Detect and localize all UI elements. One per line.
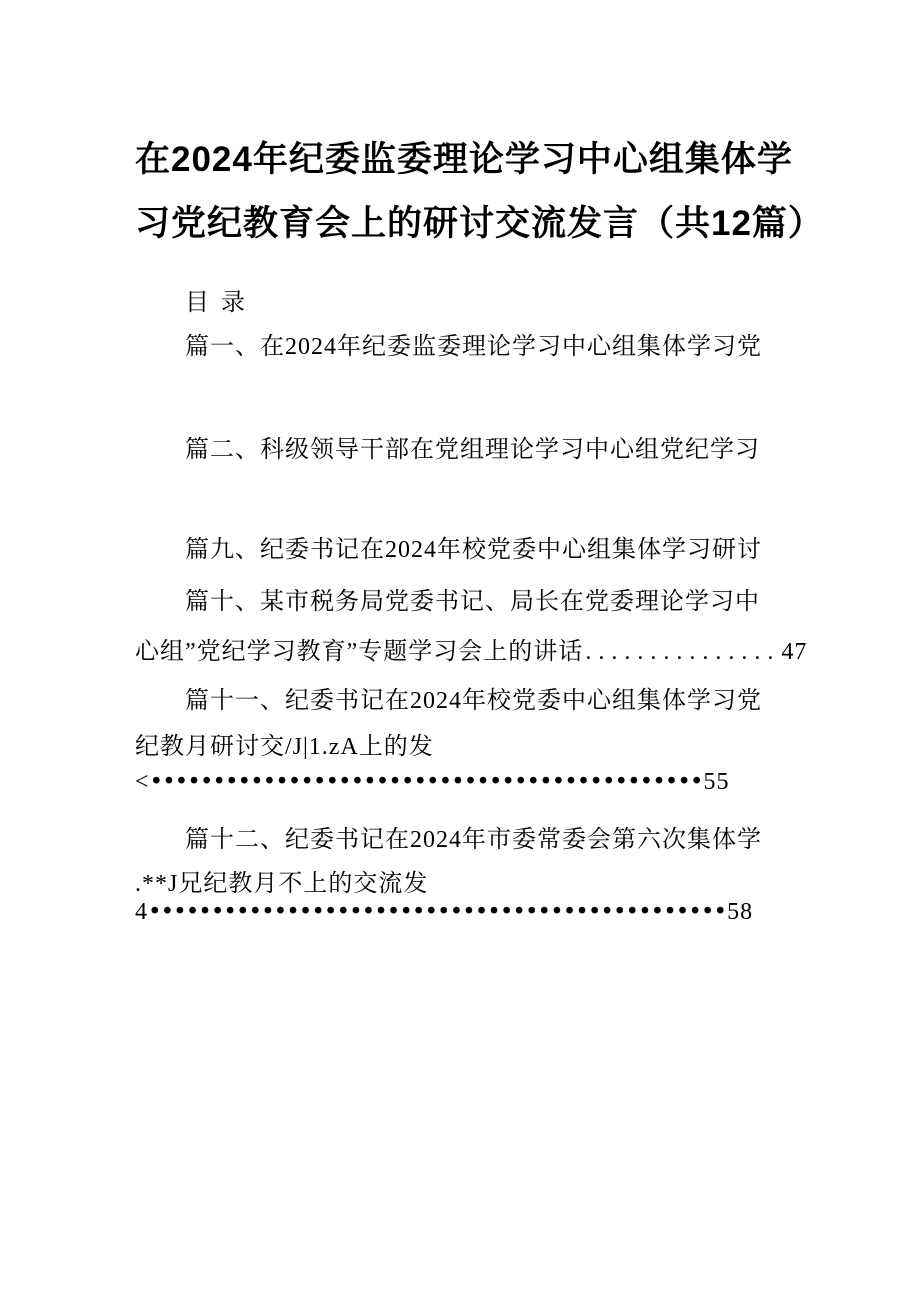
toc-entry-12-line-3 xyxy=(135,900,753,924)
toc-entry-9: 篇九、纪委书记在2024年校党委中心组集体学习研讨 xyxy=(185,537,762,563)
toc-entry-2: 篇二、科级领导干部在党组理论学习中心组党纪学习 xyxy=(185,437,760,463)
toc-heading: 目录 xyxy=(185,290,257,316)
toc-line-prefix: 4 xyxy=(135,899,148,925)
toc-entry-11-line-3 xyxy=(135,770,729,794)
toc-line-prefix: < xyxy=(135,769,150,795)
doc-title-line-2: 习党纪教育会上的研讨交流发言（共12篇） xyxy=(135,204,824,243)
toc-entry-12-line-1: 篇十二、纪委书记在2024年市委常委会第六次集体学 xyxy=(185,827,762,853)
toc-entry-12-line-2: .**J兄纪教月不上的交流发 xyxy=(135,871,429,897)
toc-leader-dots: ............... xyxy=(585,639,781,665)
toc-entry-1: 篇一、在2024年纪委监委理论学习中心组集体学习党 xyxy=(185,334,762,360)
toc-entry-11-line-2: 纪教月研讨交/J|1.zA上的发 xyxy=(135,734,434,760)
toc-entry-10-line-1: 篇十、某市税务局党委书记、局长在党委理论学习中 xyxy=(185,589,760,615)
toc-entry-10-line-2 xyxy=(135,640,807,664)
toc-leader-dots: •••••••••••••••••••••••••••••••••••••••••••••• xyxy=(148,899,727,925)
toc-page-number: 47 xyxy=(781,639,808,665)
toc-leader-dots: •••••••••••••••••••••••••••••••••••••••••••• xyxy=(149,769,703,795)
toc-page-number: 55 xyxy=(703,769,730,795)
toc-entry-10-text: 心组”党纪学习教育”专题学习会上的讲话 xyxy=(135,639,584,665)
toc-entry-11-line-1: 篇十一、纪委书记在2024年校党委中心组集体学习党 xyxy=(185,688,762,714)
doc-title-line-1: 在2024年纪委监委理论学习中心组集体学 xyxy=(135,140,793,179)
toc-page-number: 58 xyxy=(727,899,754,925)
